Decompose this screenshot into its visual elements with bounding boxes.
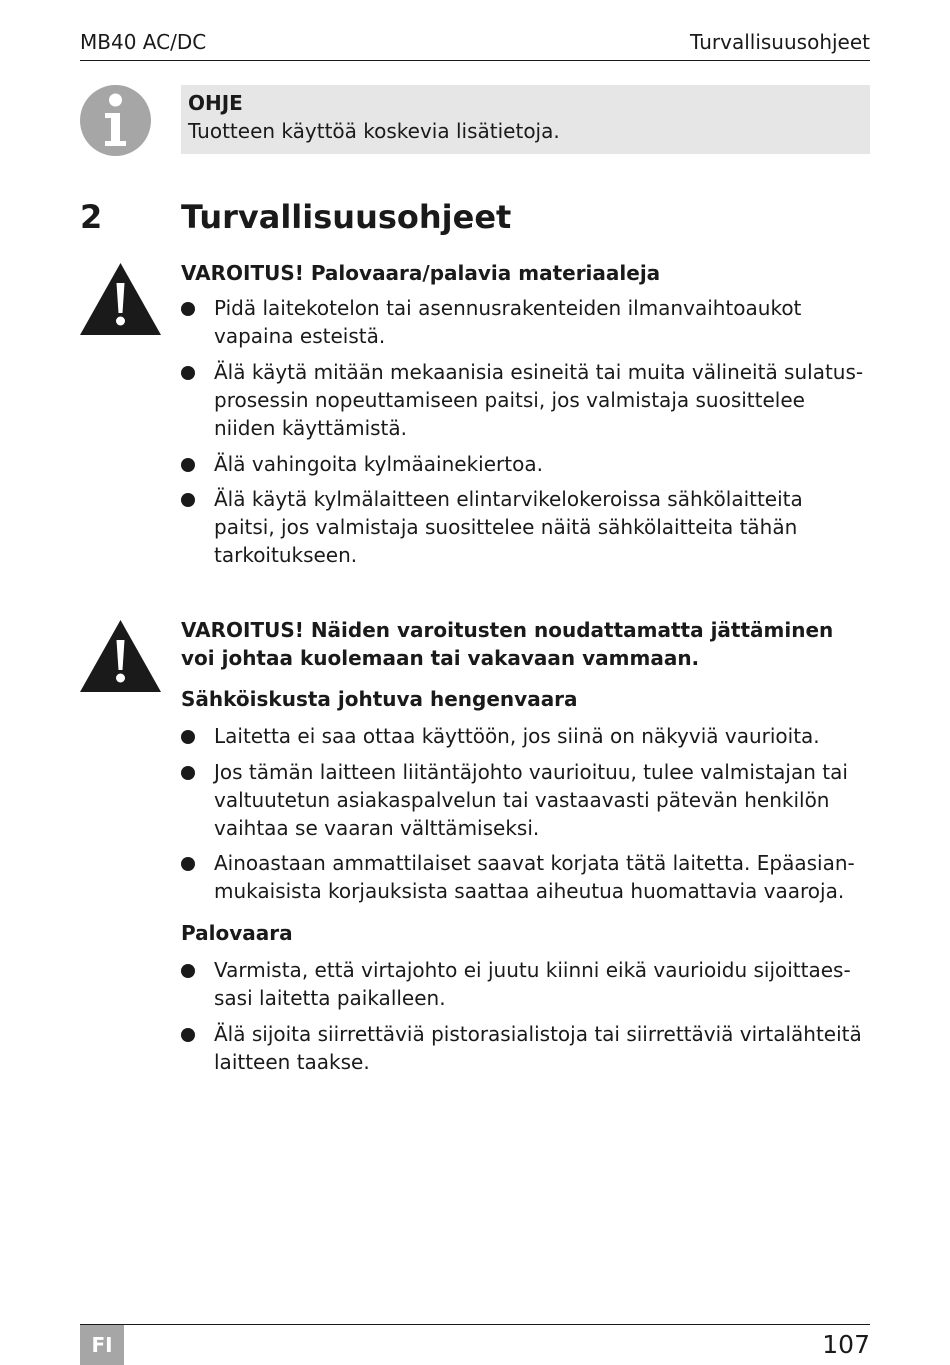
- bullet-dot: [181, 493, 195, 507]
- list-item-text: Jos tämän laitteen liitäntäjohto vaurioituu, tulee valmistajan tai valtuutetun asiakaspalvelun tai vastaavasti pätevän henkilön vaihtaa se vaaran välttämiseksi.: [214, 760, 848, 840]
- section-title: Turvallisuusohjeet: [181, 198, 512, 236]
- list-item-text: Varmista, että virtajohto ei juutu kiinni eikä vaurioidu sijoittaes- sasi laitetta paikalleen.: [214, 958, 851, 1010]
- bullet-dot: [181, 302, 195, 316]
- bullet-dot: [181, 730, 195, 744]
- header-rule: [80, 60, 870, 61]
- bullet-dot: [181, 366, 195, 380]
- section-number: 2: [80, 198, 103, 236]
- bullet-dot: [181, 766, 195, 780]
- warning-icon: [80, 620, 161, 692]
- warning2-heading: VAROITUS! Näiden varoitusten noudattamatta jättäminen voi johtaa kuolemaan tai vakavaan vammaan.: [181, 618, 834, 670]
- list-item-text: Älä käytä mitään mekaanisia esineitä tai muita välineitä sulatus- prosessin nopeuttamiseen paitsi, jos valmistaja suosittelee niiden käyttämistä.: [214, 360, 864, 440]
- page-number: 107: [822, 1330, 870, 1359]
- bullet-dot: [181, 1028, 195, 1042]
- subheading-electric-shock: Sähköiskusta johtuva hengenvaara: [181, 687, 578, 711]
- list-item-text: Älä sijoita siirrettäviä pistorasialistoja tai siirrettäviä virtalähteitä laitteen taakse.: [214, 1022, 862, 1074]
- language-badge: FI: [80, 1325, 124, 1365]
- list-item-text: Älä käytä kylmälaitteen elintarvikelokeroissa sähkölaitteita paitsi, jos valmistaja suosittelee näitä sähkölaitteita tähän tarkoitukseen.: [214, 487, 803, 567]
- list-item-text: Pidä laitekotelon tai asennusrakenteiden ilmanvaihtoaukot vapaina esteistä.: [214, 296, 802, 348]
- header-model: MB40 AC/DC: [80, 30, 207, 54]
- note-text: Tuotteen käyttöä koskevia lisätietoja.: [188, 119, 560, 143]
- list-item-text: Ainoastaan ammattilaiset saavat korjata tätä laitetta. Epäasian- mukaisista korjauksista saattaa aiheutua huomattavia vaaroja.: [214, 851, 855, 903]
- bullet-dot: [181, 458, 195, 472]
- bullet-dot: [181, 964, 195, 978]
- bullet-dot: [181, 857, 195, 871]
- list-item-text: Laitetta ei saa ottaa käyttöön, jos siinä on näkyviä vaurioita.: [214, 724, 820, 748]
- warning1-heading: VAROITUS! Palovaara/palavia materiaaleja: [181, 261, 661, 285]
- warning-icon: [80, 263, 161, 335]
- list-item-text: Älä vahingoita kylmäainekiertoa.: [214, 452, 543, 476]
- footer-rule: [80, 1324, 870, 1325]
- note-title: OHJE: [188, 91, 243, 115]
- subheading-fire-hazard: Palovaara: [181, 921, 293, 945]
- info-icon: [80, 85, 151, 156]
- header-section-title: Turvallisuusohjeet: [690, 30, 870, 54]
